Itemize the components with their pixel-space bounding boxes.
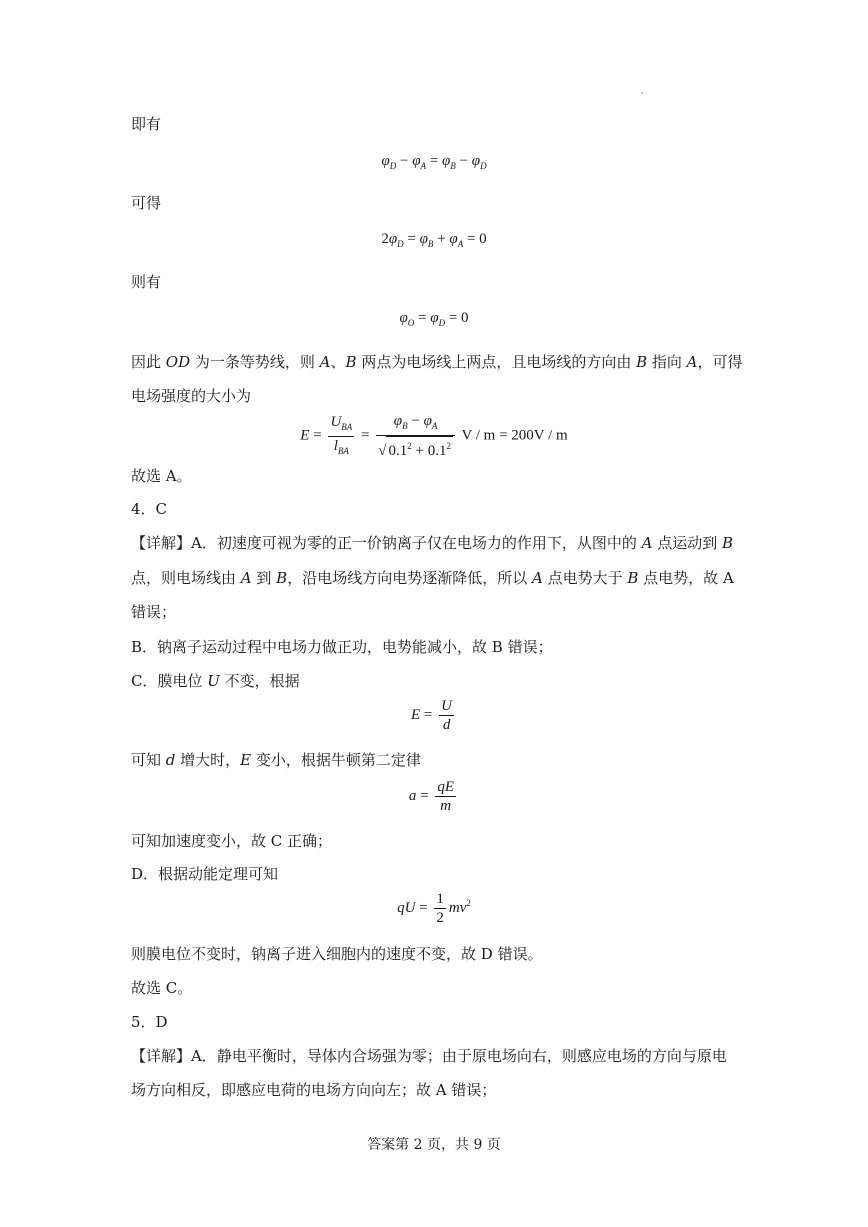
text-line: 则有 [131,273,162,291]
equation-2: $2\varphi_D = \varphi_B + \varphi_A = 0$ [381,231,487,249]
text-line: D．根据动能定理可知 [131,865,279,883]
text-line: 即有 [131,115,162,133]
equation-5: E = $\frac{U}{d}$ [411,698,452,733]
text-line: 故选 C。 [131,979,193,997]
text-line: 可得 [131,194,162,212]
text-line: 错误； [131,603,177,621]
scan-dot [641,92,643,94]
equation-1: $\varphi_D - \varphi_A = \varphi_B - \varphi_D$ [381,153,487,171]
question-number: 5．D [131,1013,168,1031]
equation-4: E = $\frac{U_{BA}}{l_{BA}}$ = $\frac{\varphi_B - \varphi_A}{√ 0.1^2 + 0.1^2}$ V / m = 200V / m [300,413,568,459]
page-footer: 答案第 2 页，共 9 页 [367,1137,501,1153]
text-line: 可知加速度变小，故 C 正确； [131,832,333,850]
text-line: 则膜电位不变时，钠离子进入细胞内的速度不变，故 D 错误。 [131,945,543,963]
question-number: 4．C [131,500,168,518]
text-line: 【详解】A．初速度可视为零的正一价钠离子仅在电场力的作用下，从图中的 A 点运动到 B [131,534,734,552]
text-line: B．钠离子运动过程中电场力做正功，电势能减小，故 B 错误； [131,638,553,656]
text-line: 可知 d 增大时，E 变小，根据牛顿第二定律 [131,751,421,769]
equation-6: a = $\frac{qE}{m}$ [408,779,455,814]
text-line: 【详解】A．静电平衡时，导体内合场强为零；由于原电场向右，则感应电场的方向与原电 [131,1047,727,1065]
text-line: 电场强度的大小为 [131,387,252,405]
text-line: 点，则电场线由 A 到 B，沿电场线方向电势逐渐降低，所以 A 点电势大于 B 点电势，故 A [131,569,734,587]
text-line: 故选 A。 [131,467,192,485]
equation-3: $\varphi_O = \varphi_D = 0$ [399,310,469,328]
equation-7: qU = $\frac{1}{2}$ $mv^2$ [397,891,471,926]
text-line: 场方向相反，即感应电荷的电场方向向左；故 A 错误； [131,1081,497,1099]
text-line: 因此 OD 为一条等势线，则 A、B 两点为电场线上两点，且电场线的方向由 B 指向 A，可得 [131,353,743,371]
text-line: C．膜电位 U 不变，根据 [131,672,300,690]
